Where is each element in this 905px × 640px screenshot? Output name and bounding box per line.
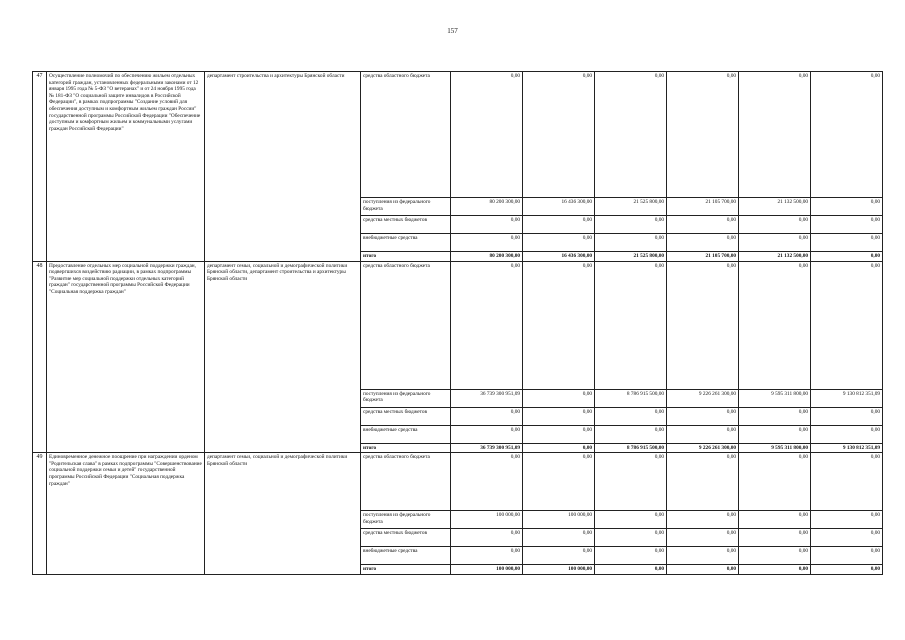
measure-description: Предоставление отдельных мер социальной поддержки граждан, подвергшихся воздействию радиации, в рамках подпрограммы "Развитие мер социальной поддержки отдельных категорий граждан" государственной программы Российской Федерации "Социальная поддержка граждан" [47, 261, 205, 453]
amount-cell: 0,00 [451, 407, 523, 425]
amount-cell: 0,00 [811, 565, 883, 575]
amount-cell: 16 436 300,00 [523, 252, 595, 262]
amount-cell: 0,00 [523, 389, 595, 407]
funding-source: итого [361, 252, 451, 262]
amount-cell: 0,00 [811, 261, 883, 389]
amount-cell: 80 200 300,00 [451, 198, 523, 216]
amount-cell: 8 786 915 500,00 [595, 389, 667, 407]
amount-cell: 9 226 261 300,00 [667, 443, 739, 453]
amount-cell: 0,00 [811, 547, 883, 565]
funding-source: внебюджетные средства [361, 234, 451, 252]
amount-cell: 0,00 [739, 72, 811, 198]
amount-cell: 0,00 [667, 425, 739, 443]
funding-source: внебюджетные средства [361, 425, 451, 443]
amount-cell: 100 000,00 [523, 511, 595, 529]
amount-cell: 0,00 [595, 261, 667, 389]
amount-cell: 16 436 300,00 [523, 198, 595, 216]
amount-cell: 0,00 [595, 453, 667, 511]
amount-cell: 9 595 311 800,00 [739, 389, 811, 407]
amount-cell: 0,00 [523, 529, 595, 547]
amount-cell: 0,00 [523, 261, 595, 389]
amount-cell: 21 132 500,00 [739, 252, 811, 262]
amount-cell: 0,00 [523, 72, 595, 198]
amount-cell: 0,00 [811, 407, 883, 425]
amount-cell: 0,00 [739, 529, 811, 547]
amount-cell: 0,00 [595, 72, 667, 198]
amount-cell: 0,00 [667, 234, 739, 252]
amount-cell: 0,00 [739, 565, 811, 575]
row-number: 47 [33, 72, 47, 262]
amount-cell: 0,00 [451, 261, 523, 389]
funding-source: средства местных бюджетов [361, 529, 451, 547]
measure-description: Осуществление полномочий по обеспечению жильем отдельных категорий граждан, установленных федеральными законами от 12 января 1995 года № 5-ФЗ "О ветеранах" и от 24 ноября 1995 года № 181-ФЗ "О социальной защите инвалидов в Российской Федерации", в рамках подпрограммы "Создание условий для обеспечения доступным и комфортным жильем граждан России" государственной программы Российской Федерации "Обеспечение доступным и комфортным жильем и коммунальными услугами граждан Российской Федерации" [47, 72, 205, 262]
amount-cell: 0,00 [667, 453, 739, 511]
amount-cell: 21 525 800,00 [595, 198, 667, 216]
amount-cell: 0,00 [739, 407, 811, 425]
amount-cell: 9 226 261 300,00 [667, 389, 739, 407]
amount-cell: 0,00 [811, 216, 883, 234]
amount-cell: 0,00 [811, 72, 883, 198]
amount-cell: 0,00 [595, 216, 667, 234]
amount-cell: 0,00 [451, 216, 523, 234]
funding-source: средства областного бюджета [361, 72, 451, 198]
amount-cell: 0,00 [739, 453, 811, 511]
amount-cell: 0,00 [739, 511, 811, 529]
amount-cell: 0,00 [811, 529, 883, 547]
funding-source: средства областного бюджета [361, 261, 451, 389]
funding-source: итого [361, 443, 451, 453]
amount-cell: 9 130 812 351,09 [811, 443, 883, 453]
table-body [33, 72, 883, 575]
amount-cell: 0,00 [523, 547, 595, 565]
amount-cell: 80 200 300,00 [451, 252, 523, 262]
amount-cell: 21 105 700,00 [667, 252, 739, 262]
amount-cell: 0,00 [451, 547, 523, 565]
amount-cell: 0,00 [739, 261, 811, 389]
amount-cell: 9 130 812 351,09 [811, 389, 883, 407]
amount-cell: 0,00 [523, 407, 595, 425]
funding-source: внебюджетные средства [361, 547, 451, 565]
amount-cell: 0,00 [451, 529, 523, 547]
responsible-department: департамент семьи, социальной и демографической политики Брянской области [205, 453, 361, 575]
amount-cell: 0,00 [739, 216, 811, 234]
funding-source: поступления из федерального бюджета [361, 511, 451, 529]
amount-cell: 0,00 [667, 216, 739, 234]
measure-description: Единовременное денежное поощрение при награждении орденом "Родительская слава" в рамках подпрограммы "Совершенствование социальной поддержки семьи и детей" государственной программы Российской Федерации "Социальная поддержка граждан" [47, 453, 205, 575]
row-number: 49 [33, 453, 47, 575]
table-row [33, 453, 883, 511]
amount-cell: 0,00 [451, 234, 523, 252]
amount-cell: 21 525 800,00 [595, 252, 667, 262]
funding-source: итого [361, 565, 451, 575]
amount-cell: 100 000,00 [451, 511, 523, 529]
responsible-department: департамент строительства и архитектуры Брянской области [205, 72, 361, 262]
amount-cell: 100 000,00 [451, 565, 523, 575]
funding-source: поступления из федерального бюджета [361, 389, 451, 407]
amount-cell: 21 132 500,00 [739, 198, 811, 216]
amount-cell: 36 739 300 951,09 [451, 443, 523, 453]
table-row [33, 261, 883, 389]
amount-cell: 0,00 [523, 443, 595, 453]
amount-cell: 0,00 [595, 529, 667, 547]
amount-cell: 0,00 [595, 547, 667, 565]
funding-source: средства местных бюджетов [361, 216, 451, 234]
amount-cell: 0,00 [811, 252, 883, 262]
amount-cell: 0,00 [667, 407, 739, 425]
amount-cell: 0,00 [667, 261, 739, 389]
page-number: 157 [447, 27, 458, 35]
amount-cell: 0,00 [667, 511, 739, 529]
row-number: 48 [33, 261, 47, 453]
amount-cell: 100 000,00 [523, 565, 595, 575]
amount-cell: 0,00 [811, 511, 883, 529]
responsible-department: департамент семьи, социальной и демографической политики Брянской области, департамент строительства и архитектуры Брянской области [205, 261, 361, 453]
amount-cell: 0,00 [811, 453, 883, 511]
amount-cell: 0,00 [523, 425, 595, 443]
amount-cell: 0,00 [451, 425, 523, 443]
funding-table [32, 71, 883, 575]
amount-cell: 0,00 [739, 547, 811, 565]
amount-cell: 0,00 [595, 565, 667, 575]
funding-source: средства областного бюджета [361, 453, 451, 511]
amount-cell: 0,00 [595, 234, 667, 252]
amount-cell: 36 739 300 951,09 [451, 389, 523, 407]
amount-cell: 0,00 [451, 453, 523, 511]
amount-cell: 21 105 700,00 [667, 198, 739, 216]
amount-cell: 0,00 [811, 234, 883, 252]
amount-cell: 0,00 [667, 565, 739, 575]
amount-cell: 0,00 [595, 407, 667, 425]
amount-cell: 0,00 [811, 198, 883, 216]
amount-cell: 0,00 [739, 234, 811, 252]
funding-source: средства местных бюджетов [361, 407, 451, 425]
amount-cell: 9 595 311 800,00 [739, 443, 811, 453]
table-row [33, 72, 883, 198]
amount-cell: 0,00 [739, 425, 811, 443]
amount-cell: 8 786 915 500,00 [595, 443, 667, 453]
amount-cell: 0,00 [811, 425, 883, 443]
amount-cell: 0,00 [451, 72, 523, 198]
amount-cell: 0,00 [667, 72, 739, 198]
amount-cell: 0,00 [595, 511, 667, 529]
amount-cell: 0,00 [523, 453, 595, 511]
amount-cell: 0,00 [595, 425, 667, 443]
funding-source: поступления из федерального бюджета [361, 198, 451, 216]
amount-cell: 0,00 [523, 216, 595, 234]
amount-cell: 0,00 [667, 529, 739, 547]
amount-cell: 0,00 [667, 547, 739, 565]
amount-cell: 0,00 [523, 234, 595, 252]
